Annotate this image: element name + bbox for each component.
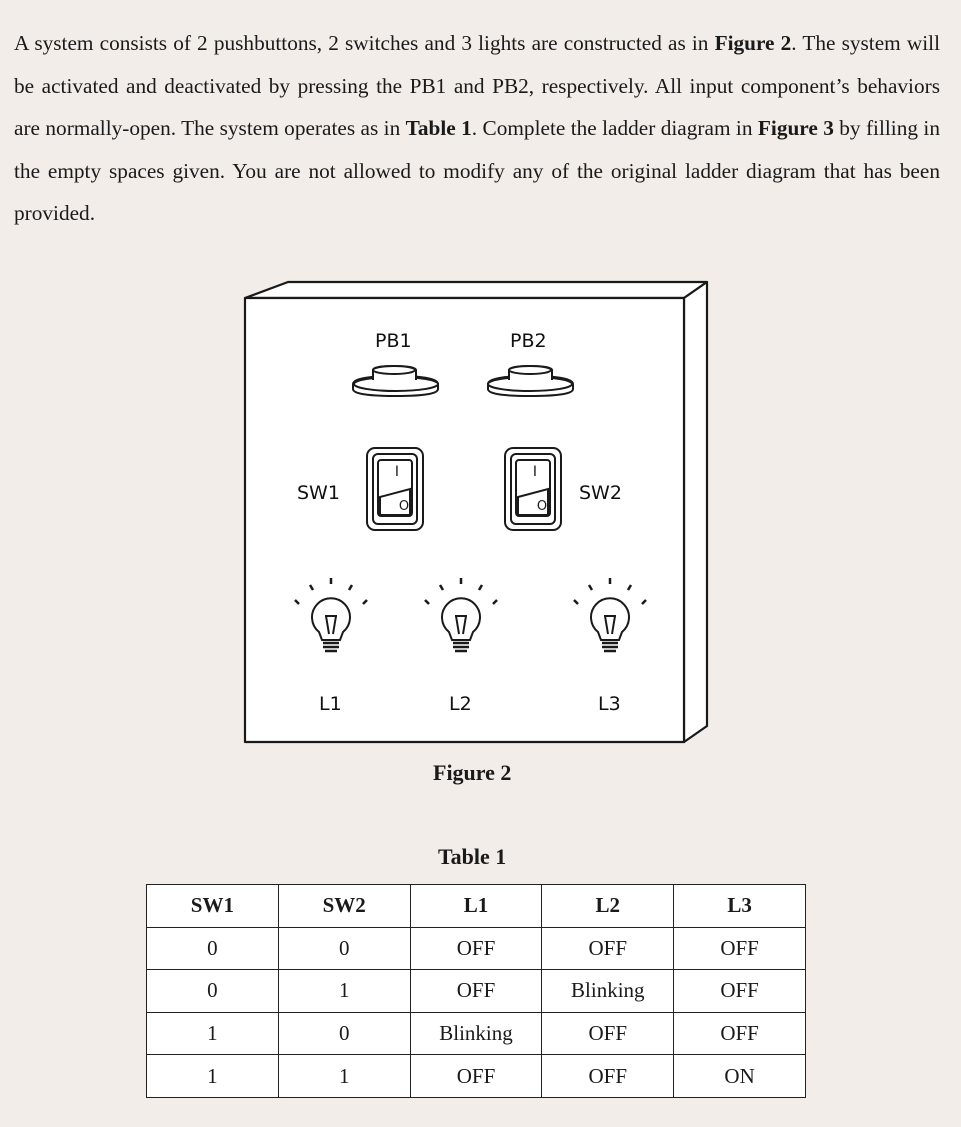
cell-l2: OFF bbox=[542, 1055, 674, 1098]
toggle-switch-sw1-icon bbox=[367, 448, 423, 530]
cell-l3: ON bbox=[674, 1055, 806, 1098]
cell-sw2: 1 bbox=[278, 970, 410, 1013]
table-row bbox=[147, 927, 806, 970]
header-sw2: SW2 bbox=[278, 885, 410, 928]
pb2-label: PB2 bbox=[510, 330, 547, 352]
question-part-2: . The system will be activated and deactivated by pressing the PB1 and PB2, respectively. All input component’s behaviors are normally-open. The system operates as in bbox=[14, 31, 940, 140]
sw1-label: SW1 bbox=[297, 482, 340, 504]
toggle-switch-sw2-icon bbox=[505, 448, 561, 530]
cell-sw1: 1 bbox=[147, 1055, 279, 1098]
cell-l1: OFF bbox=[410, 970, 542, 1013]
table-header-row bbox=[147, 885, 806, 928]
question-part-3: . Complete the ladder diagram in bbox=[471, 116, 758, 140]
figure-2-reference: Figure 2 bbox=[714, 31, 792, 55]
header-l2: L2 bbox=[542, 885, 674, 928]
cell-l1: OFF bbox=[410, 927, 542, 970]
header-l1: L1 bbox=[410, 885, 542, 928]
figure-3-reference: Figure 3 bbox=[757, 116, 834, 140]
cell-l1: Blinking bbox=[410, 1012, 542, 1055]
truth-table bbox=[146, 884, 806, 1098]
panel-front-face bbox=[245, 298, 684, 742]
cell-l2: Blinking bbox=[542, 970, 674, 1013]
sw2-on-mark: I bbox=[532, 464, 538, 480]
sw2-off-mark: O bbox=[536, 499, 548, 514]
cell-sw2: 1 bbox=[278, 1055, 410, 1098]
cell-sw1: 0 bbox=[147, 970, 279, 1013]
table-row bbox=[147, 970, 806, 1013]
cell-sw2: 0 bbox=[278, 927, 410, 970]
header-l3: L3 bbox=[674, 885, 806, 928]
sw2-label: SW2 bbox=[579, 482, 622, 504]
pb1-label: PB1 bbox=[375, 330, 412, 352]
sw1-off-mark: O bbox=[398, 499, 410, 514]
table-row bbox=[147, 1055, 806, 1098]
cell-sw2: 0 bbox=[278, 1012, 410, 1055]
panel-side-face bbox=[684, 282, 707, 742]
cell-l3: OFF bbox=[674, 1012, 806, 1055]
l2-label: L2 bbox=[449, 693, 472, 715]
cell-l3: OFF bbox=[674, 970, 806, 1013]
l1-label: L1 bbox=[319, 693, 342, 715]
header-sw1: SW1 bbox=[147, 885, 279, 928]
figure-caption: Figure 2 bbox=[433, 760, 512, 785]
cell-l2: OFF bbox=[542, 1012, 674, 1055]
cell-l3: OFF bbox=[674, 927, 806, 970]
cell-sw1: 0 bbox=[147, 927, 279, 970]
sw1-on-mark: I bbox=[394, 464, 400, 480]
question-part-4: by filling in the empty spaces given. You are not allowed to modify any of the original ladder diagram that has been provided. bbox=[14, 116, 940, 225]
cell-sw1: 1 bbox=[147, 1012, 279, 1055]
table-row bbox=[147, 1012, 806, 1055]
table-caption: Table 1 bbox=[438, 844, 507, 869]
question-part-1: A system consists of 2 pushbuttons, 2 switches and 3 lights are constructed as in bbox=[14, 31, 715, 55]
panel-top-face bbox=[245, 282, 707, 298]
l3-label: L3 bbox=[598, 693, 621, 715]
table-1-reference: Table 1 bbox=[405, 116, 472, 140]
cell-l1: OFF bbox=[410, 1055, 542, 1098]
cell-l2: OFF bbox=[542, 927, 674, 970]
